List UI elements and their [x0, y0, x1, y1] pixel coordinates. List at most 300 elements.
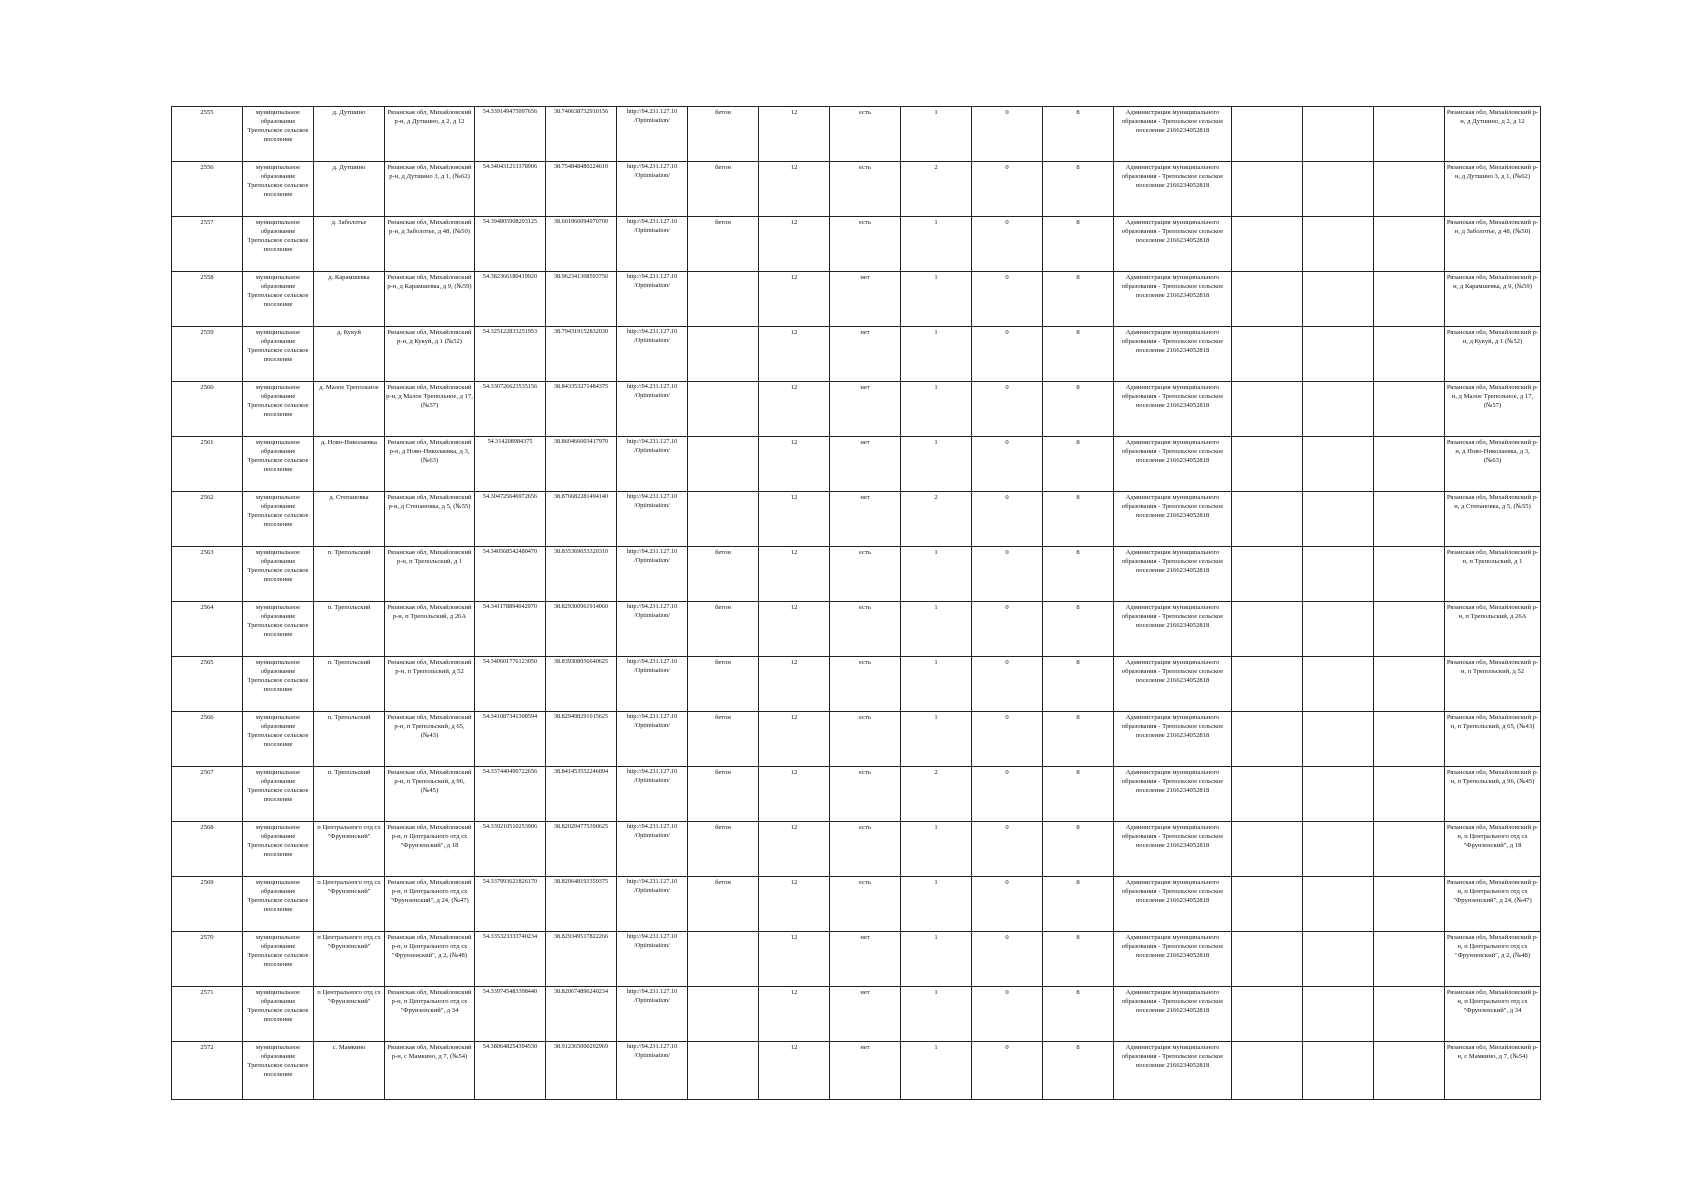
address-cell: Рязанская обл, Михайловский р-н, п Трепольский, д 1	[385, 547, 475, 602]
empty-cell	[1232, 327, 1303, 382]
empty-cell	[1374, 107, 1445, 162]
empty-cell	[1303, 877, 1374, 932]
surface-type-cell: бетон	[688, 107, 759, 162]
container-count-cell: 1	[901, 877, 972, 932]
row-number-cell: 2568	[172, 822, 243, 877]
volume-zero-cell: 0	[972, 437, 1043, 492]
empty-cell	[1232, 272, 1303, 327]
empty-cell	[1374, 492, 1445, 547]
fence-cell: есть	[830, 107, 901, 162]
settlement-cell: п Центрального отд сх "Фрунзенский"	[314, 822, 385, 877]
row-number-cell: 2567	[172, 767, 243, 822]
longitude-cell: 38.962341308593750	[546, 272, 617, 327]
municipality-cell: муниципальное образование Трепольское сельское поселение	[243, 492, 314, 547]
address-cell: Рязанская обл, Михайловский р-н, д Кукуй, д 1 (№52)	[385, 327, 475, 382]
row-number-cell: 2569	[172, 877, 243, 932]
municipality-cell: муниципальное образование Трепольское сельское поселение	[243, 162, 314, 217]
settlement-cell: д. Дутшино	[314, 107, 385, 162]
surface-type-cell: бетон	[688, 767, 759, 822]
table-row	[172, 382, 1541, 437]
container-count-cell: 1	[901, 107, 972, 162]
container-count-cell: 1	[901, 382, 972, 437]
longitude-cell: 38.912365000292969	[546, 1042, 617, 1100]
settlement-cell: д. Карамшевка	[314, 272, 385, 327]
fence-cell: есть	[830, 712, 901, 767]
volume-zero-cell: 0	[972, 767, 1043, 822]
latitude-cell: 54.340601776123050	[475, 657, 546, 712]
fence-cell: есть	[830, 877, 901, 932]
row-number-cell: 2560	[172, 382, 243, 437]
longitude-cell: 38.820648193359375	[546, 877, 617, 932]
served-objects-cell: Рязанская обл, Михайловский р-н, с Мамкино, д 7, (№54)	[1445, 1042, 1541, 1100]
empty-cell	[1374, 767, 1445, 822]
address-cell: Рязанская обл, Михайловский р-н, с Мамкино, д 7, (№54)	[385, 1042, 475, 1100]
row-number-cell: 2571	[172, 987, 243, 1042]
empty-cell	[1232, 1042, 1303, 1100]
surface-type-cell	[688, 382, 759, 437]
volume-cell: 8	[1043, 987, 1114, 1042]
surface-type-cell: бетон	[688, 877, 759, 932]
owner-cell: Администрация муниципального образования - Трепольское сельское поселение 2166234052818	[1114, 162, 1232, 217]
latitude-cell: 54.340568542480470	[475, 547, 546, 602]
address-cell: Рязанская обл, Михайловский р-н, п Центрального отд сх "Фрунзенский", д 34	[385, 987, 475, 1042]
empty-cell	[1374, 602, 1445, 657]
empty-cell	[1374, 272, 1445, 327]
volume-zero-cell: 0	[972, 822, 1043, 877]
address-cell: Рязанская обл, Михайловский р-н, д Степановка, д 5, (№55)	[385, 492, 475, 547]
table-row	[172, 547, 1541, 602]
area-cell: 12	[759, 492, 830, 547]
fence-cell: есть	[830, 547, 901, 602]
served-objects-cell: Рязанская обл, Михайловский р-н, п Трепольский, д 96, (№45)	[1445, 767, 1541, 822]
served-objects-cell: Рязанская обл, Михайловский р-н, д Дутшино 3, д 1, (№62)	[1445, 162, 1541, 217]
surface-type-cell: бетон	[688, 547, 759, 602]
longitude-cell: 38.820674896240234	[546, 987, 617, 1042]
container-count-cell: 1	[901, 1042, 972, 1100]
latitude-cell: 54.339210510253906	[475, 822, 546, 877]
longitude-cell: 38.794319152832030	[546, 327, 617, 382]
row-number-cell: 2570	[172, 932, 243, 987]
owner-cell: Администрация муниципального образования - Трепольское сельское поселение 2166234052818	[1114, 272, 1232, 327]
volume-zero-cell: 0	[972, 107, 1043, 162]
settlement-cell: д. Малое Трепольное	[314, 382, 385, 437]
longitude-cell: 38.829349517822266	[546, 932, 617, 987]
registry-table	[171, 106, 1541, 1100]
row-number-cell: 2556	[172, 162, 243, 217]
empty-cell	[1303, 987, 1374, 1042]
settlement-cell: п Центрального отд сх "Фрунзенский"	[314, 987, 385, 1042]
fence-cell: нет	[830, 437, 901, 492]
owner-cell: Администрация муниципального образования - Трепольское сельское поселение 2166234052818	[1114, 602, 1232, 657]
area-cell: 12	[759, 162, 830, 217]
empty-cell	[1232, 217, 1303, 272]
volume-zero-cell: 0	[972, 272, 1043, 327]
settlement-cell: д. Дутшино	[314, 162, 385, 217]
longitude-cell: 38.841453552246094	[546, 767, 617, 822]
empty-cell	[1303, 162, 1374, 217]
settlement-cell: п. Трепольский	[314, 602, 385, 657]
table-row	[172, 712, 1541, 767]
latitude-cell: 54.325122833251953	[475, 327, 546, 382]
address-cell: Рязанская обл, Михайловский р-н, д Заболотье, д 48, (№50)	[385, 217, 475, 272]
settlement-cell: п. Трепольский	[314, 712, 385, 767]
latitude-cell: 54.339745483398440	[475, 987, 546, 1042]
latitude-cell: 54.337440490722656	[475, 767, 546, 822]
fence-cell: есть	[830, 602, 901, 657]
address-cell: Рязанская обл, Михайловский р-н, п Центрального отд сх "Фрунзенский", д 24, (№47)	[385, 877, 475, 932]
link-cell: http://94.231.127.10 /Optimisation/	[617, 712, 688, 767]
surface-type-cell: бетон	[688, 217, 759, 272]
row-number-cell: 2564	[172, 602, 243, 657]
served-objects-cell: Рязанская обл, Михайловский р-н, п Трепольский, д 26А	[1445, 602, 1541, 657]
link-cell: http://94.231.127.10 /Optimisation/	[617, 822, 688, 877]
owner-cell: Администрация муниципального образования - Трепольское сельское поселение 2166234052818	[1114, 987, 1232, 1042]
settlement-cell: п Центрального отд сх "Фрунзенский"	[314, 932, 385, 987]
registry-sheet	[171, 106, 1539, 1100]
empty-cell	[1303, 602, 1374, 657]
empty-cell	[1374, 712, 1445, 767]
empty-cell	[1232, 987, 1303, 1042]
volume-cell: 8	[1043, 162, 1114, 217]
served-objects-cell: Рязанская обл, Михайловский р-н, п Трепольский, д 65, (№43)	[1445, 712, 1541, 767]
fence-cell: есть	[830, 767, 901, 822]
area-cell: 12	[759, 657, 830, 712]
settlement-cell: с. Мамкино	[314, 1042, 385, 1100]
table-row	[172, 162, 1541, 217]
container-count-cell: 1	[901, 327, 972, 382]
empty-cell	[1303, 932, 1374, 987]
empty-cell	[1303, 822, 1374, 877]
served-objects-cell: Рязанская обл, Михайловский р-н, д Кукуй, д 1 (№52)	[1445, 327, 1541, 382]
volume-zero-cell: 0	[972, 547, 1043, 602]
link-cell: http://94.231.127.10 /Optimisation/	[617, 932, 688, 987]
table-row	[172, 657, 1541, 712]
owner-cell: Администрация муниципального образования - Трепольское сельское поселение 2166234052818	[1114, 932, 1232, 987]
owner-cell: Администрация муниципального образования - Трепольское сельское поселение 2166234052818	[1114, 877, 1232, 932]
longitude-cell: 38.860466003417970	[546, 437, 617, 492]
empty-cell	[1232, 107, 1303, 162]
municipality-cell: муниципальное образование Трепольское сельское поселение	[243, 602, 314, 657]
empty-cell	[1303, 107, 1374, 162]
municipality-cell: муниципальное образование Трепольское сельское поселение	[243, 877, 314, 932]
municipality-cell: муниципальное образование Трепольское сельское поселение	[243, 712, 314, 767]
container-count-cell: 1	[901, 932, 972, 987]
empty-cell	[1303, 767, 1374, 822]
container-count-cell: 1	[901, 987, 972, 1042]
volume-zero-cell: 0	[972, 382, 1043, 437]
latitude-cell: 54.340431213378906	[475, 162, 546, 217]
surface-type-cell	[688, 1042, 759, 1100]
surface-type-cell: бетон	[688, 657, 759, 712]
fence-cell: нет	[830, 272, 901, 327]
empty-cell	[1303, 1042, 1374, 1100]
fence-cell: нет	[830, 327, 901, 382]
volume-cell: 8	[1043, 657, 1114, 712]
row-number-cell: 2562	[172, 492, 243, 547]
empty-cell	[1303, 712, 1374, 767]
volume-cell: 8	[1043, 437, 1114, 492]
served-objects-cell: Рязанская обл, Михайловский р-н, п Центрального отд сх "Фрунзенский", д 34	[1445, 987, 1541, 1042]
settlement-cell: д. Заболотье	[314, 217, 385, 272]
served-objects-cell: Рязанская обл, Михайловский р-н, п Центрального отд сх "Фрунзенский", д 2, (№48)	[1445, 932, 1541, 987]
volume-cell: 8	[1043, 492, 1114, 547]
area-cell: 12	[759, 932, 830, 987]
served-objects-cell: Рязанская обл, Михайловский р-н, д Малое Трепольное, д 17, (№57)	[1445, 382, 1541, 437]
volume-zero-cell: 0	[972, 877, 1043, 932]
empty-cell	[1374, 327, 1445, 382]
volume-cell: 8	[1043, 822, 1114, 877]
empty-cell	[1374, 932, 1445, 987]
table-row	[172, 987, 1541, 1042]
surface-type-cell	[688, 327, 759, 382]
volume-zero-cell: 0	[972, 987, 1043, 1042]
link-cell: http://94.231.127.10 /Optimisation/	[617, 767, 688, 822]
longitude-cell: 38.839308056640625	[546, 657, 617, 712]
municipality-cell: муниципальное образование Трепольское сельское поселение	[243, 547, 314, 602]
empty-cell	[1232, 602, 1303, 657]
volume-cell: 8	[1043, 217, 1114, 272]
volume-cell: 8	[1043, 767, 1114, 822]
empty-cell	[1303, 327, 1374, 382]
area-cell: 12	[759, 877, 830, 932]
volume-zero-cell: 0	[972, 932, 1043, 987]
volume-zero-cell: 0	[972, 162, 1043, 217]
volume-cell: 8	[1043, 382, 1114, 437]
owner-cell: Администрация муниципального образования - Трепольское сельское поселение 2166234052818	[1114, 822, 1232, 877]
municipality-cell: муниципальное образование Трепольское сельское поселение	[243, 987, 314, 1042]
settlement-cell: д. Ново-Николаевка	[314, 437, 385, 492]
empty-cell	[1232, 932, 1303, 987]
surface-type-cell: бетон	[688, 162, 759, 217]
empty-cell	[1303, 382, 1374, 437]
municipality-cell: муниципальное образование Трепольское сельское поселение	[243, 657, 314, 712]
served-objects-cell: Рязанская обл, Михайловский р-н, п Центрального отд сх "Фрунзенский", д 18	[1445, 822, 1541, 877]
empty-cell	[1303, 492, 1374, 547]
latitude-cell: 54.335323333740234	[475, 932, 546, 987]
settlement-cell: п. Трепольский	[314, 657, 385, 712]
fence-cell: нет	[830, 987, 901, 1042]
owner-cell: Администрация муниципального образования - Трепольское сельское поселение 2166234052818	[1114, 1042, 1232, 1100]
empty-cell	[1303, 547, 1374, 602]
surface-type-cell	[688, 437, 759, 492]
address-cell: Рязанская обл, Михайловский р-н, п Трепольский, д 65, (№43)	[385, 712, 475, 767]
fence-cell: есть	[830, 217, 901, 272]
link-cell: http://94.231.127.10 /Optimisation/	[617, 272, 688, 327]
longitude-cell: 38.820294775390625	[546, 822, 617, 877]
row-number-cell: 2566	[172, 712, 243, 767]
owner-cell: Администрация муниципального образования - Трепольское сельское поселение 2166234052818	[1114, 767, 1232, 822]
table-row	[172, 1042, 1541, 1100]
latitude-cell: 54.382366180419920	[475, 272, 546, 327]
volume-zero-cell: 0	[972, 217, 1043, 272]
owner-cell: Администрация муниципального образования - Трепольское сельское поселение 2166234052818	[1114, 657, 1232, 712]
owner-cell: Администрация муниципального образования - Трепольское сельское поселение 2166234052818	[1114, 437, 1232, 492]
area-cell: 12	[759, 987, 830, 1042]
longitude-cell: 38.835369653320310	[546, 547, 617, 602]
owner-cell: Администрация муниципального образования - Трепольское сельское поселение 2166234052818	[1114, 382, 1232, 437]
volume-zero-cell: 0	[972, 602, 1043, 657]
link-cell: http://94.231.127.10 /Optimisation/	[617, 107, 688, 162]
table-row	[172, 767, 1541, 822]
empty-cell	[1374, 1042, 1445, 1100]
table-row	[172, 107, 1541, 162]
latitude-cell: 54.341178894042970	[475, 602, 546, 657]
empty-cell	[1232, 492, 1303, 547]
surface-type-cell: бетон	[688, 822, 759, 877]
address-cell: Рязанская обл, Михайловский р-н, п Трепольский, д 52	[385, 657, 475, 712]
container-count-cell: 2	[901, 492, 972, 547]
longitude-cell: 38.754848480224610	[546, 162, 617, 217]
empty-cell	[1232, 382, 1303, 437]
empty-cell	[1232, 767, 1303, 822]
empty-cell	[1303, 272, 1374, 327]
address-cell: Рязанская обл, Михайловский р-н, п Центрального отд сх "Фрунзенский", д 2, (№48)	[385, 932, 475, 987]
area-cell: 12	[759, 767, 830, 822]
link-cell: http://94.231.127.10 /Optimisation/	[617, 217, 688, 272]
latitude-cell: 54.330726623535156	[475, 382, 546, 437]
container-count-cell: 1	[901, 547, 972, 602]
empty-cell	[1232, 712, 1303, 767]
area-cell: 12	[759, 327, 830, 382]
table-row	[172, 877, 1541, 932]
fence-cell: есть	[830, 822, 901, 877]
empty-cell	[1232, 822, 1303, 877]
surface-type-cell	[688, 987, 759, 1042]
area-cell: 12	[759, 382, 830, 437]
latitude-cell: 54.304725646972656	[475, 492, 546, 547]
served-objects-cell: Рязанская обл, Михайловский р-н, д Дутшино, д 2, д 12	[1445, 107, 1541, 162]
empty-cell	[1232, 437, 1303, 492]
table-row	[172, 272, 1541, 327]
empty-cell	[1374, 382, 1445, 437]
row-number-cell: 2559	[172, 327, 243, 382]
fence-cell: есть	[830, 657, 901, 712]
owner-cell: Администрация муниципального образования - Трепольское сельское поселение 2166234052818	[1114, 712, 1232, 767]
served-objects-cell: Рязанская обл, Михайловский р-н, п Трепольский, д 1	[1445, 547, 1541, 602]
fence-cell: нет	[830, 382, 901, 437]
empty-cell	[1374, 987, 1445, 1042]
volume-cell: 8	[1043, 107, 1114, 162]
municipality-cell: муниципальное образование Трепольское сельское поселение	[243, 437, 314, 492]
link-cell: http://94.231.127.10 /Optimisation/	[617, 492, 688, 547]
latitude-cell: 54.337993621826170	[475, 877, 546, 932]
volume-cell: 8	[1043, 547, 1114, 602]
empty-cell	[1303, 657, 1374, 712]
area-cell: 12	[759, 822, 830, 877]
longitude-cell: 38.829498291015625	[546, 712, 617, 767]
owner-cell: Администрация муниципального образования - Трепольское сельское поселение 2166234052818	[1114, 547, 1232, 602]
area-cell: 12	[759, 217, 830, 272]
volume-cell: 8	[1043, 712, 1114, 767]
empty-cell	[1374, 547, 1445, 602]
address-cell: Рязанская обл, Михайловский р-н, п Центрального отд сх "Фрунзенский", д 18	[385, 822, 475, 877]
table-row	[172, 327, 1541, 382]
longitude-cell: 38.601966094970700	[546, 217, 617, 272]
empty-cell	[1374, 437, 1445, 492]
surface-type-cell: бетон	[688, 602, 759, 657]
volume-cell: 8	[1043, 877, 1114, 932]
volume-zero-cell: 0	[972, 657, 1043, 712]
area-cell: 12	[759, 272, 830, 327]
empty-cell	[1374, 822, 1445, 877]
address-cell: Рязанская обл, Михайловский р-н, п Трепольский, д 26А	[385, 602, 475, 657]
table-row	[172, 822, 1541, 877]
row-number-cell: 2561	[172, 437, 243, 492]
surface-type-cell	[688, 492, 759, 547]
fence-cell: нет	[830, 1042, 901, 1100]
latitude-cell: 54.339149475097656	[475, 107, 546, 162]
municipality-cell: муниципальное образование Трепольское сельское поселение	[243, 1042, 314, 1100]
empty-cell	[1232, 877, 1303, 932]
link-cell: http://94.231.127.10 /Optimisation/	[617, 1042, 688, 1100]
volume-zero-cell: 0	[972, 327, 1043, 382]
area-cell: 12	[759, 547, 830, 602]
container-count-cell: 1	[901, 712, 972, 767]
municipality-cell: муниципальное образование Трепольское сельское поселение	[243, 272, 314, 327]
row-number-cell: 2557	[172, 217, 243, 272]
area-cell: 12	[759, 602, 830, 657]
municipality-cell: муниципальное образование Трепольское сельское поселение	[243, 217, 314, 272]
row-number-cell: 2563	[172, 547, 243, 602]
volume-cell: 8	[1043, 327, 1114, 382]
container-count-cell: 1	[901, 822, 972, 877]
address-cell: Рязанская обл, Михайловский р-н, д Ново-Николаевка, д 3, (№63)	[385, 437, 475, 492]
empty-cell	[1232, 657, 1303, 712]
longitude-cell: 38.843353271484375	[546, 382, 617, 437]
empty-cell	[1303, 217, 1374, 272]
link-cell: http://94.231.127.10 /Optimisation/	[617, 437, 688, 492]
container-count-cell: 2	[901, 767, 972, 822]
served-objects-cell: Рязанская обл, Михайловский р-н, д Заболотье, д 48, (№50)	[1445, 217, 1541, 272]
container-count-cell: 1	[901, 657, 972, 712]
empty-cell	[1232, 547, 1303, 602]
settlement-cell: п Центрального отд сх "Фрунзенский"	[314, 877, 385, 932]
area-cell: 12	[759, 107, 830, 162]
empty-cell	[1303, 437, 1374, 492]
settlement-cell: д. Степановка	[314, 492, 385, 547]
volume-cell: 8	[1043, 1042, 1114, 1100]
link-cell: http://94.231.127.10 /Optimisation/	[617, 987, 688, 1042]
municipality-cell: муниципальное образование Трепольское сельское поселение	[243, 932, 314, 987]
empty-cell	[1374, 217, 1445, 272]
settlement-cell: д. Кукуй	[314, 327, 385, 382]
table-row	[172, 932, 1541, 987]
longitude-cell: 38.829300961914060	[546, 602, 617, 657]
registry-table-body	[172, 107, 1541, 1100]
link-cell: http://94.231.127.10 /Optimisation/	[617, 162, 688, 217]
surface-type-cell	[688, 932, 759, 987]
address-cell: Рязанская обл, Михайловский р-н, п Трепольский, д 96, (№45)	[385, 767, 475, 822]
served-objects-cell: Рязанская обл, Михайловский р-н, п Трепольский, д 52	[1445, 657, 1541, 712]
container-count-cell: 2	[901, 162, 972, 217]
empty-cell	[1374, 162, 1445, 217]
volume-zero-cell: 0	[972, 712, 1043, 767]
municipality-cell: муниципальное образование Трепольское сельское поселение	[243, 767, 314, 822]
volume-zero-cell: 0	[972, 1042, 1043, 1100]
area-cell: 12	[759, 1042, 830, 1100]
link-cell: http://94.231.127.10 /Optimisation/	[617, 657, 688, 712]
served-objects-cell: Рязанская обл, Михайловский р-н, д Степановка, д 5, (№55)	[1445, 492, 1541, 547]
served-objects-cell: Рязанская обл, Михайловский р-н, п Центрального отд сх "Фрунзенский", д 24, (№47)	[1445, 877, 1541, 932]
link-cell: http://94.231.127.10 /Optimisation/	[617, 602, 688, 657]
settlement-cell: п. Трепольский	[314, 547, 385, 602]
volume-zero-cell: 0	[972, 492, 1043, 547]
fence-cell: нет	[830, 492, 901, 547]
table-row	[172, 437, 1541, 492]
container-count-cell: 1	[901, 272, 972, 327]
settlement-cell: п. Трепольский	[314, 767, 385, 822]
empty-cell	[1232, 162, 1303, 217]
